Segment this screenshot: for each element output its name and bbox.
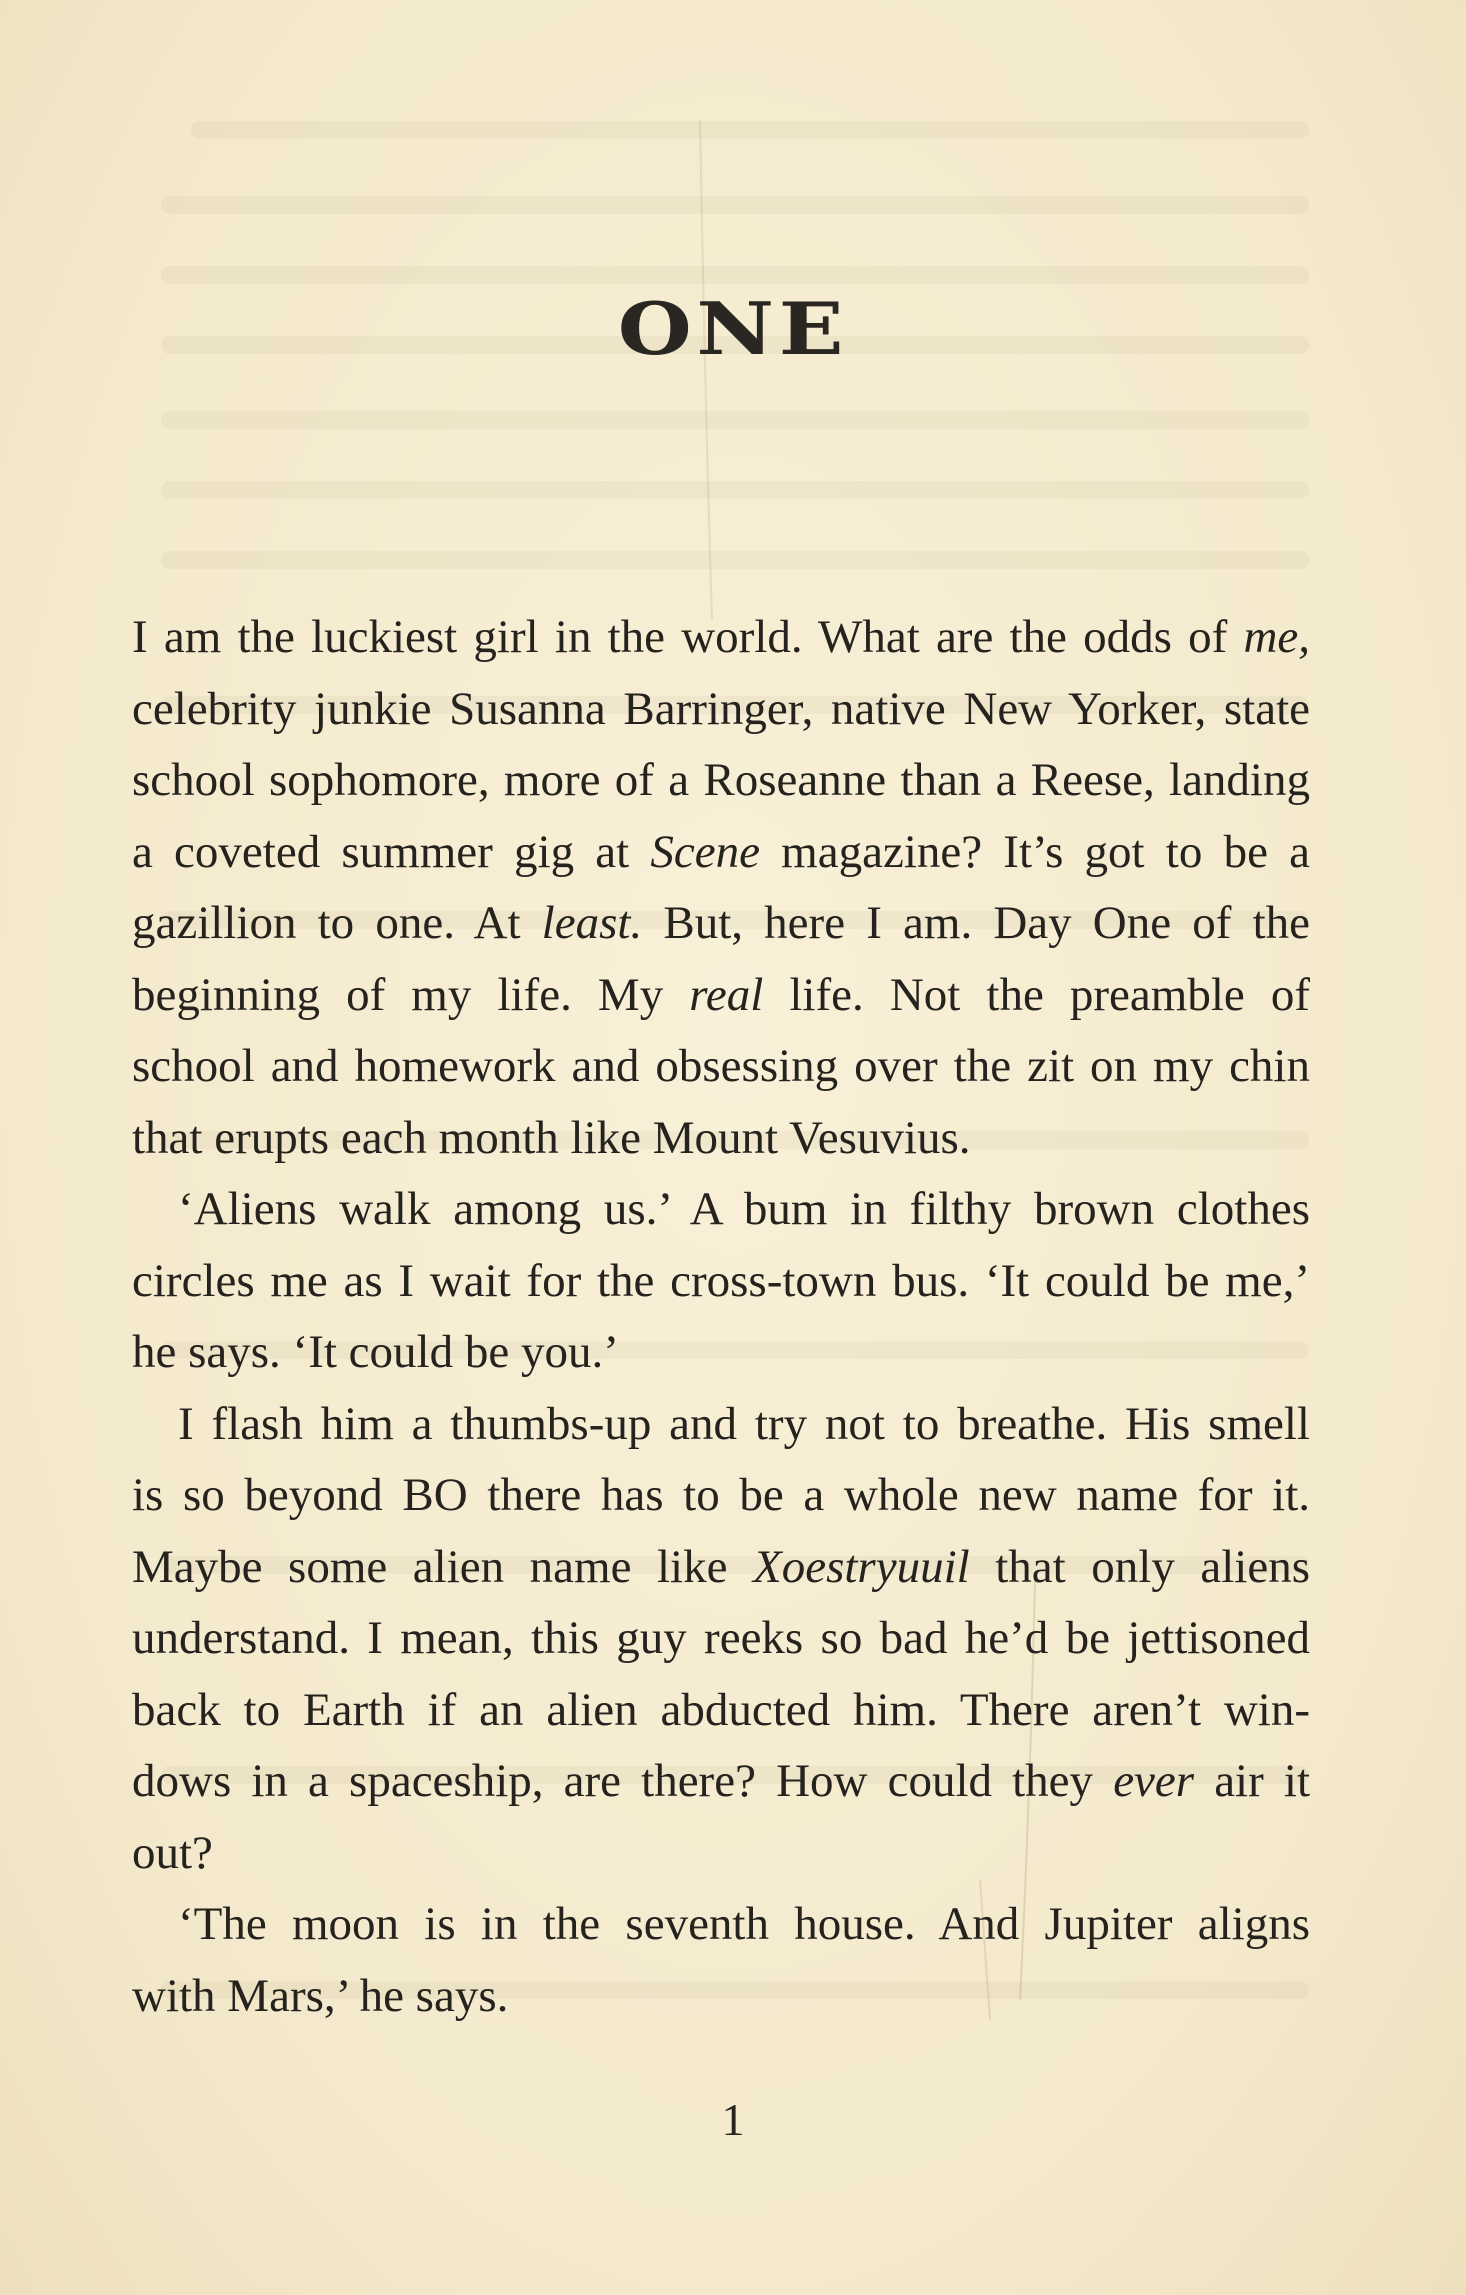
paragraph-1-line-3: school sophomore, more of a Roseanne than a Reese, landing xyxy=(132,754,1310,806)
paragraph-2-line-3: he says. ‘It could be you.’ xyxy=(132,1326,619,1378)
chapter-body-text xyxy=(132,602,1310,2032)
paragraph-4-line-2: with Mars,’ he says. xyxy=(132,1969,509,2022)
paragraph-2-line-2: circles me as I wait for the cross-town bus. ‘It could be me,’ xyxy=(132,1254,1310,1307)
paragraph-1-line-1: I am the luckiest girl in the world. What are the odds of me, xyxy=(132,611,1310,663)
italic-text: Xoestryuuil xyxy=(753,1540,970,1593)
italic-text: Scene xyxy=(650,825,760,878)
italic-text: least. xyxy=(541,897,643,949)
chapter-title: ONE xyxy=(617,286,849,371)
paragraph-4-line-1: ‘The moon is in the seventh house. And Jupiter aligns xyxy=(178,1898,1310,1950)
paragraph-3-line-6: dows in a spaceship, are there? How could they ever air it xyxy=(132,1755,1311,1807)
italic-text: real xyxy=(689,968,764,1021)
italic-text: ever xyxy=(1113,1755,1195,1807)
paragraph-3-line-2: is so beyond BO there has to be a whole new name for it. xyxy=(132,1469,1310,1521)
paragraph-3-line-7: out? xyxy=(132,1826,213,1879)
paragraph-1-line-5: gazillion to one. At least. But, here I am. Day One of the xyxy=(132,897,1310,949)
paragraph-1-line-2: celebrity junkie Susanna Barringer, native New Yorker, state xyxy=(132,682,1310,735)
paragraph-1-line-4: a coveted summer gig at Scene magazine? It’s got to be a xyxy=(132,825,1310,878)
paragraph-1-line-6: beginning of my life. My real life. Not the preamble of xyxy=(132,968,1310,1021)
paragraph-3-line-4: understand. I mean, this guy reeks so bad he’d be jettisoned xyxy=(132,1612,1310,1664)
page-number: 1 xyxy=(721,2094,745,2145)
paragraph-1-line-8: that erupts each month like Mount Vesuvius. xyxy=(132,1111,971,1164)
paragraph-3-line-5: back to Earth if an alien abducted him. There aren’t win- xyxy=(132,1683,1310,1736)
paragraph-3-line-1: I flash him a thumbs-up and try not to breathe. His smell xyxy=(178,1397,1310,1450)
italic-text: me, xyxy=(1243,611,1310,663)
paragraph-3-line-3: Maybe some alien name like Xoestryuuil that only aliens xyxy=(132,1540,1310,1593)
paragraph-2-line-1: ‘Aliens walk among us.’ A bum in filthy brown clothes xyxy=(178,1183,1310,1235)
paragraph-1-line-7: school and homework and obsessing over the zit on my chin xyxy=(132,1040,1310,1092)
